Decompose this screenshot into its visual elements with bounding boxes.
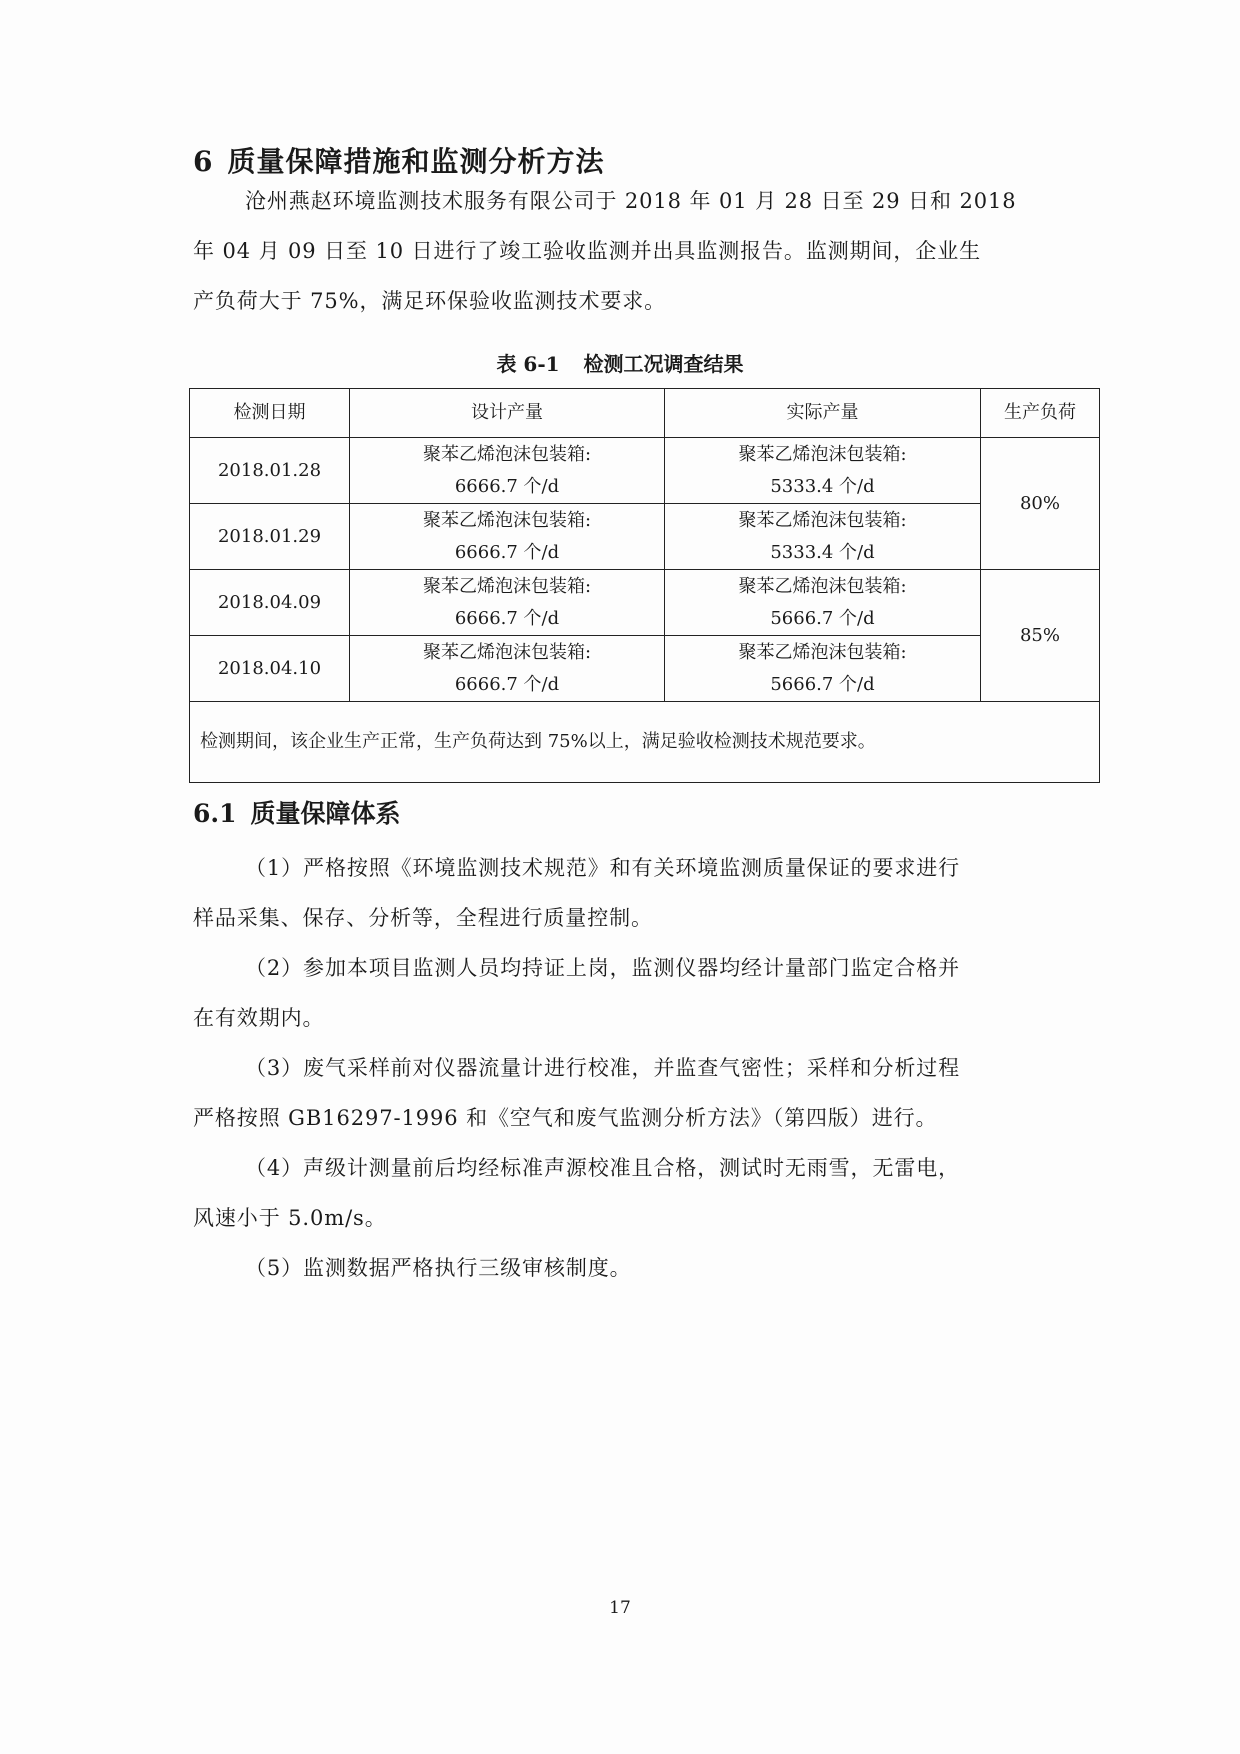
header-actual-output: 实际产量: [665, 389, 981, 438]
header-production-load: 生产负荷: [981, 389, 1100, 438]
actual-value: 5666.7 个/d: [770, 607, 875, 629]
actual-value: 5666.7 个/d: [770, 673, 875, 695]
qa-item-4-line: 风速小于 5.0m/s。: [193, 1206, 387, 1230]
actual-product: 聚苯乙烯泡沫包装箱:: [738, 575, 907, 597]
qa-item-1-line: （1）严格按照《环境监测技术规范》和有关环境监测质量保证的要求进行: [245, 856, 961, 880]
section-heading: [193, 140, 605, 180]
cell-actual-output: [665, 570, 981, 636]
actual-product: 聚苯乙烯泡沫包装箱:: [738, 443, 907, 465]
subsection-title: 质量保障体系: [250, 799, 401, 828]
subsection-heading: [193, 794, 401, 830]
intro-paragraph: [193, 176, 1055, 326]
page-number: 17: [609, 1598, 631, 1618]
intro-line: 沧州燕赵环境监测技术服务有限公司于 2018 年 01 月 28 日至 29 日和 2018: [245, 189, 1017, 213]
table-row: [190, 438, 1100, 504]
design-value: 6666.7 个/d: [454, 673, 560, 695]
table-caption: [0, 348, 1240, 377]
design-product: 聚苯乙烯泡沫包装箱:: [422, 443, 592, 465]
table-caption-number: 表 6-1: [496, 352, 560, 376]
design-value: 6666.7 个/d: [454, 475, 560, 497]
intro-line: 产负荷大于 75%，满足环保验收监测技术要求。: [193, 289, 667, 313]
cell-design-output: [350, 504, 665, 570]
design-product: 聚苯乙烯泡沫包装箱:: [422, 641, 592, 663]
cell-load-85: 85%: [981, 570, 1100, 702]
actual-value: 5333.4 个/d: [770, 475, 875, 497]
qa-item-2-line: 在有效期内。: [193, 1006, 325, 1030]
cell-date: 2018.01.28: [190, 438, 350, 504]
actual-value: 5333.4 个/d: [770, 541, 875, 563]
cell-load-80: 80%: [981, 438, 1100, 570]
cell-date: 2018.04.09: [190, 570, 350, 636]
cell-date: 2018.01.29: [190, 504, 350, 570]
inspection-conditions-table: [189, 388, 1100, 783]
table-caption-title: 检测工况调查结果: [583, 352, 744, 376]
design-product: 聚苯乙烯泡沫包装箱:: [422, 575, 592, 597]
section-title: 质量保障措施和监测分析方法: [227, 145, 605, 178]
qa-list: [193, 843, 1055, 1293]
table-row: [190, 504, 1100, 570]
intro-line: 年 04 月 09 日至 10 日进行了竣工验收监测并出具监测报告。监测期间，企业生: [193, 239, 982, 263]
qa-item-5-line: （5）监测数据严格执行三级审核制度。: [245, 1256, 632, 1280]
actual-product: 聚苯乙烯泡沫包装箱:: [738, 509, 907, 531]
table-note: 检测期间，该企业生产正常，生产负荷达到 75%以上，满足验收检测技术规范要求。: [190, 702, 1100, 783]
header-design-output: 设计产量: [350, 389, 665, 438]
qa-item-4-line: （4）声级计测量前后均经标准声源校准且合格，测试时无雨雪，无雷电，: [245, 1156, 961, 1180]
actual-product: 聚苯乙烯泡沫包装箱:: [738, 641, 907, 663]
header-date: 检测日期: [190, 389, 350, 438]
design-value: 6666.7 个/d: [454, 541, 560, 563]
table-note-row: [190, 702, 1100, 783]
cell-date: 2018.04.10: [190, 636, 350, 702]
cell-actual-output: [665, 636, 981, 702]
qa-item-3-line: （3）废气采样前对仪器流量计进行校准，并监查气密性；采样和分析过程: [245, 1056, 961, 1080]
subsection-number: 6.1: [193, 799, 237, 828]
qa-item-2-line: （2）参加本项目监测人员均持证上岗，监测仪器均经计量部门监定合格并: [245, 956, 961, 980]
section-number: 6: [193, 145, 214, 178]
design-product: 聚苯乙烯泡沫包装箱:: [422, 509, 592, 531]
cell-actual-output: [665, 504, 981, 570]
cell-actual-output: [665, 438, 981, 504]
cell-design-output: [350, 438, 665, 504]
table-header-row: [190, 389, 1100, 438]
cell-design-output: [350, 636, 665, 702]
table-row: [190, 636, 1100, 702]
table-row: [190, 570, 1100, 636]
qa-item-1-line: 样品采集、保存、分析等，全程进行质量控制。: [193, 906, 653, 930]
cell-design-output: [350, 570, 665, 636]
design-value: 6666.7 个/d: [454, 607, 560, 629]
qa-item-3-line: 严格按照 GB16297-1996 和《空气和废气监测分析方法》（第四版）进行。: [193, 1106, 938, 1130]
